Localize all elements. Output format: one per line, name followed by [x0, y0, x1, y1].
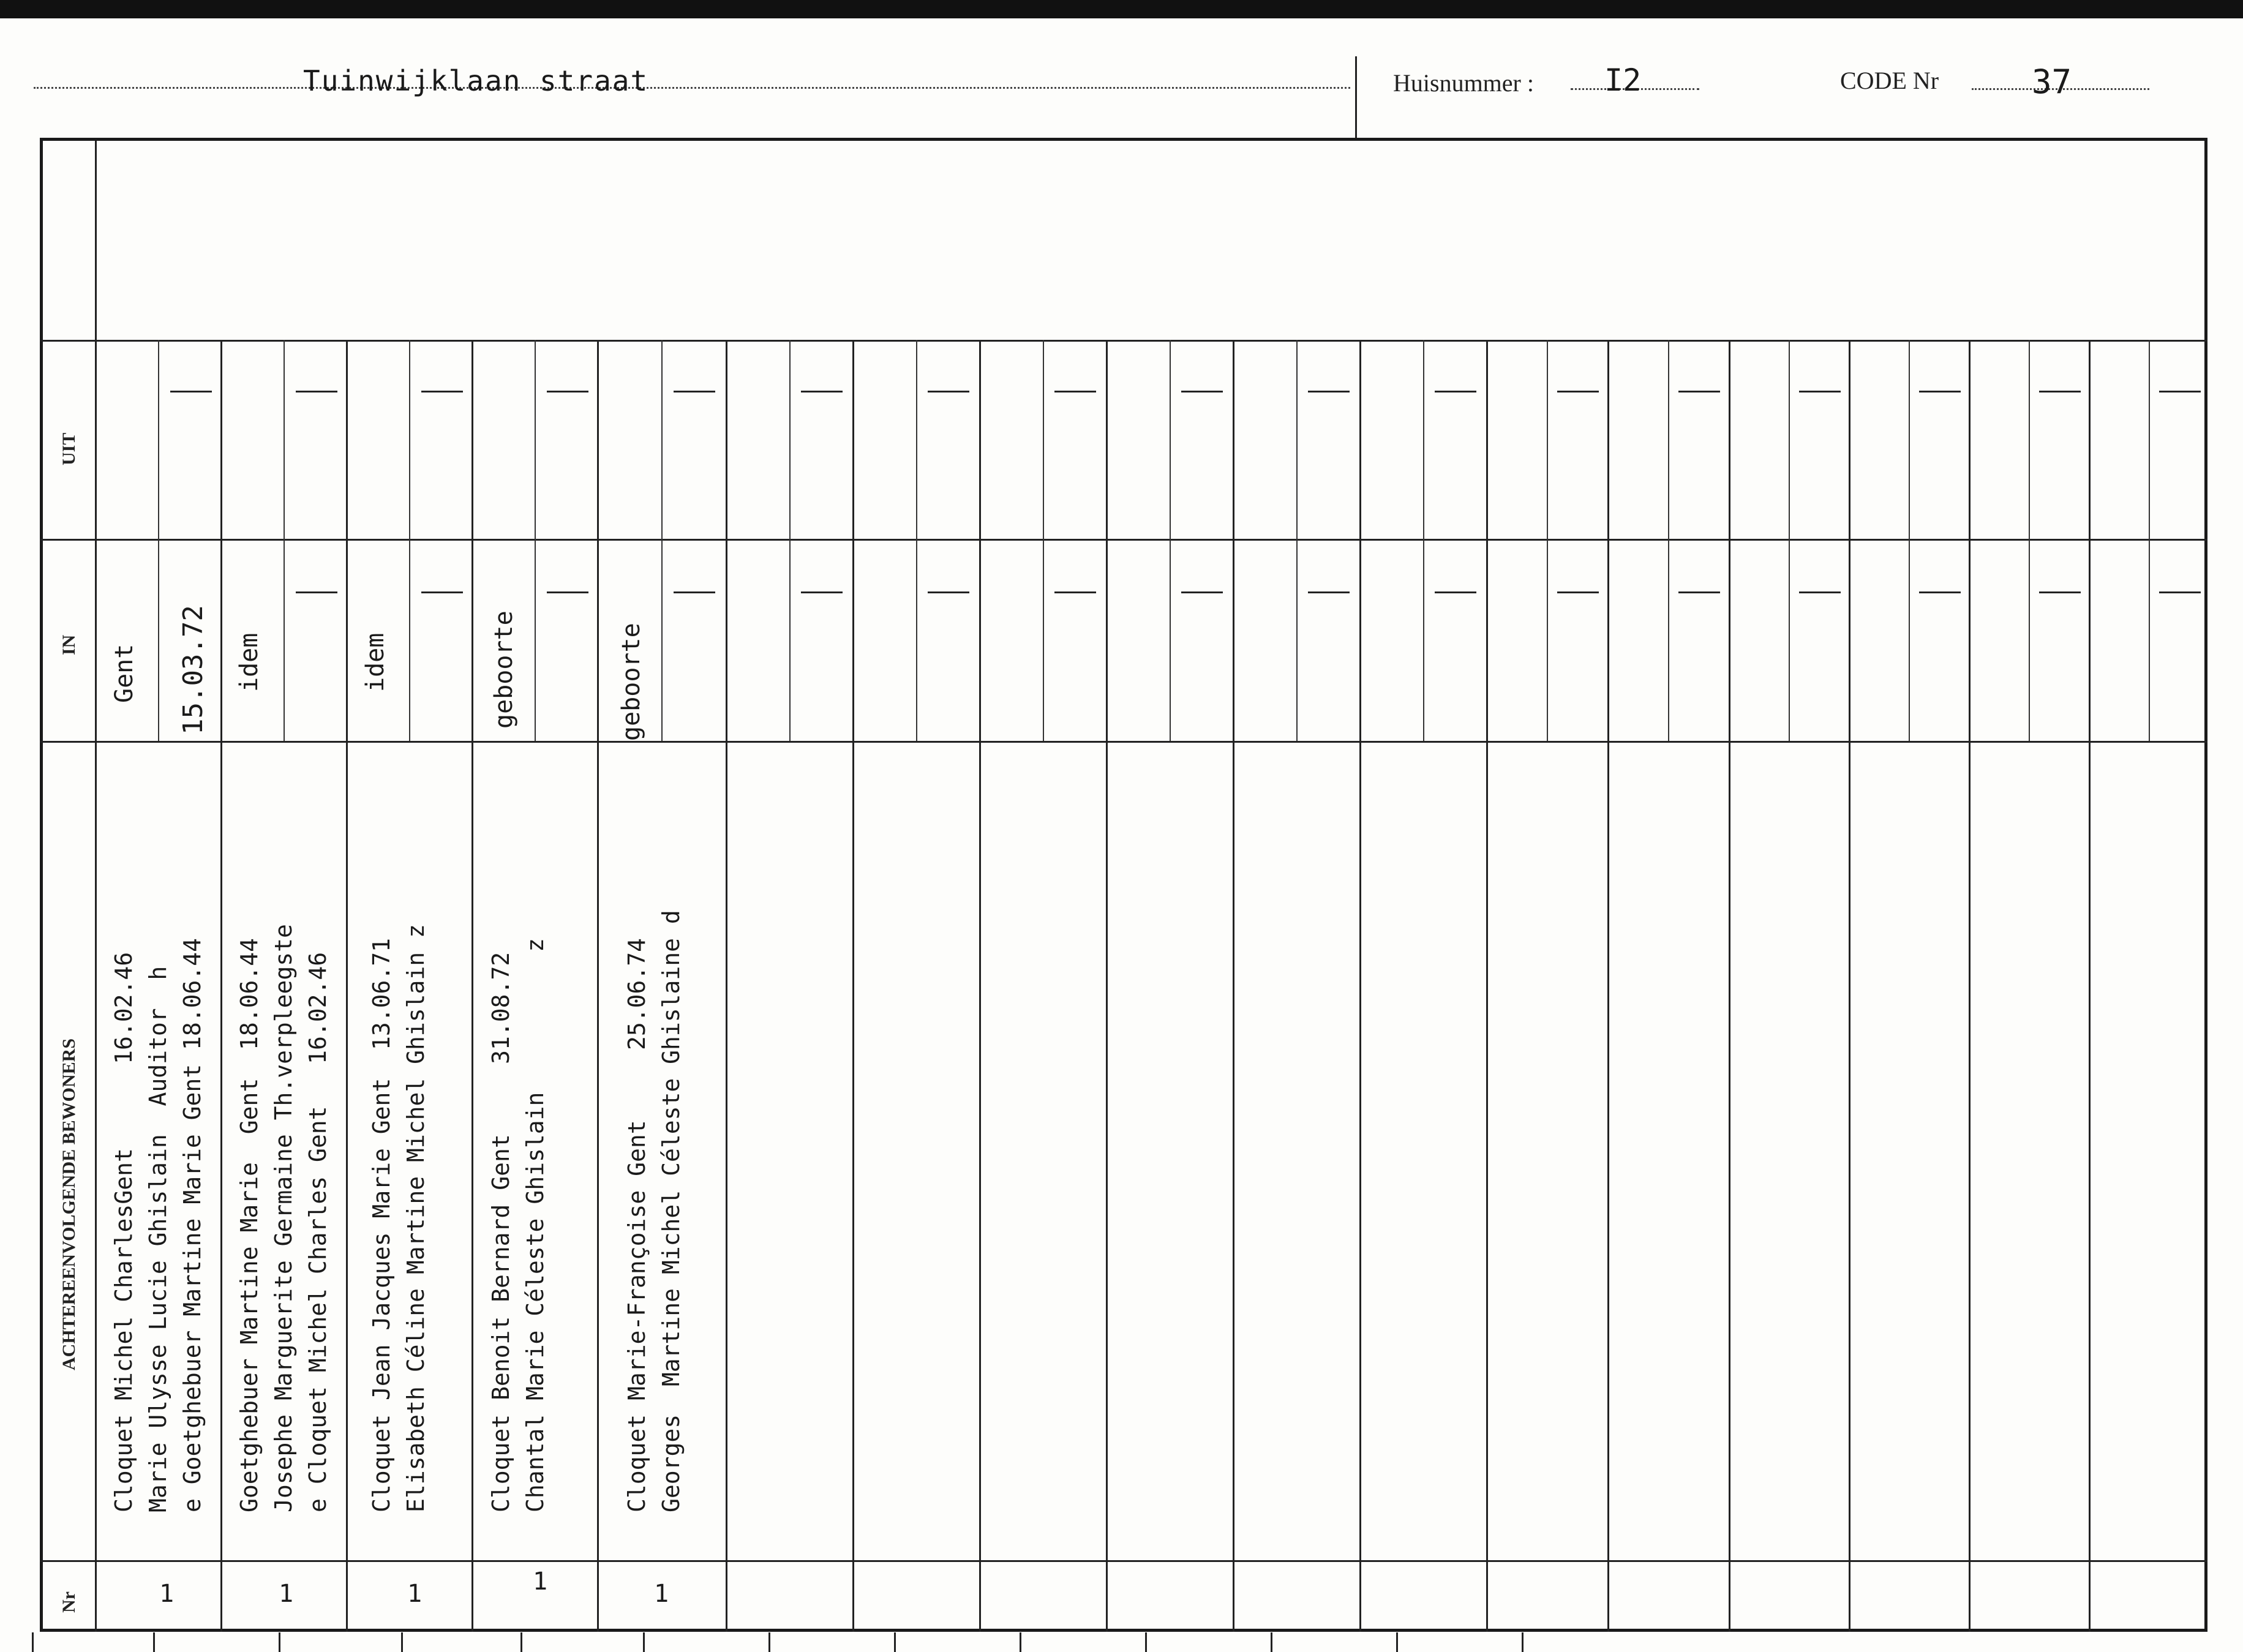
uit-dash	[1678, 391, 1720, 392]
in-dash	[801, 591, 843, 593]
resident-list	[232, 924, 335, 1512]
column-divider	[2089, 340, 2091, 1632]
column-divider	[852, 340, 854, 1632]
column-divider	[1969, 340, 1971, 1632]
half-divider	[789, 340, 791, 741]
edge-tick	[894, 1632, 896, 1652]
edge-tick	[1020, 1632, 1021, 1652]
half-divider	[1909, 340, 1910, 741]
half-divider	[409, 340, 410, 741]
edge-tick	[279, 1632, 280, 1652]
column-divider	[1233, 340, 1234, 1632]
half-divider	[2029, 340, 2030, 741]
edge-tick	[520, 1632, 522, 1652]
uit-dash	[2159, 391, 2201, 392]
half-divider	[916, 340, 917, 741]
in-dash	[547, 591, 588, 593]
street-name: Tuinwijklaan straat	[303, 64, 649, 97]
uit-dash	[1919, 391, 1961, 392]
uit-dash	[421, 391, 463, 392]
column-divider	[220, 340, 222, 1632]
resident-entry: Marie Ulysse Lucie Ghislain Auditor h	[145, 966, 171, 1512]
half-divider	[1296, 340, 1298, 741]
edge-tick	[768, 1632, 770, 1652]
resident-entry: Cloquet Jean Jacques Marie Gent 13.06.71	[368, 938, 395, 1512]
in-dash	[1435, 591, 1476, 593]
uit-dash	[1308, 391, 1350, 392]
header-separator	[1355, 56, 1357, 139]
rule-left-label-1	[40, 340, 95, 342]
resident-entry: Georges Martine Michel Céleste Ghislaine d	[658, 910, 685, 1512]
section-label-residents: ACHTEREENVOLGENDE BEWONERS	[59, 1038, 79, 1370]
section-label-uit: UIT	[59, 432, 79, 465]
in-dash	[1919, 591, 1961, 593]
in-dash	[1054, 591, 1096, 593]
uit-dash	[674, 391, 715, 392]
rule-residents-nr	[40, 1560, 2207, 1562]
column-divider	[1849, 340, 1850, 1632]
column-divider	[472, 340, 473, 1632]
uit-dash	[547, 391, 588, 392]
resident-entry: Josephe Marguerite Germaine Th.verpleegste	[270, 924, 297, 1512]
uit-dash	[1799, 391, 1841, 392]
in-dash	[1557, 591, 1599, 593]
in-dash	[1181, 591, 1223, 593]
resident-entry: Cloquet Marie-Françoise Gent 25.06.74	[623, 938, 650, 1512]
code-number: 37	[2032, 62, 2072, 101]
resident-list	[620, 910, 688, 1512]
in-dash	[1678, 591, 1720, 593]
half-divider	[1170, 340, 1171, 741]
house-number-label: Huisnummer :	[1393, 69, 1534, 97]
rule-uit-in	[95, 539, 2207, 541]
edge-tick	[32, 1632, 34, 1652]
in-place: idem	[235, 633, 263, 692]
in-dash	[1799, 591, 1841, 593]
edge-tick	[1522, 1632, 1524, 1652]
uit-dash	[2039, 391, 2081, 392]
uit-dash	[1054, 391, 1096, 392]
half-divider	[1547, 340, 1548, 741]
uit-dash	[1435, 391, 1476, 392]
uit-dash	[928, 391, 969, 392]
in-dash	[928, 591, 969, 593]
uit-dash	[801, 391, 843, 392]
in-date: 15.03.72	[178, 605, 209, 735]
column-divider	[346, 340, 348, 1632]
resident-nr: 1	[654, 1580, 669, 1608]
in-dash	[1308, 591, 1350, 593]
in-dash	[421, 591, 463, 593]
resident-nr: 1	[407, 1580, 423, 1608]
rule-left-label-3	[40, 741, 95, 743]
half-divider	[661, 340, 663, 741]
uit-dash	[1557, 391, 1599, 392]
in-place: idem	[361, 633, 389, 692]
resident-nr: 1	[159, 1580, 175, 1608]
column-divider	[979, 340, 981, 1632]
column-divider	[1607, 340, 1609, 1632]
code-label: CODE Nr	[1840, 67, 1939, 94]
in-place: geboorte	[490, 610, 518, 729]
resident-entry: Goetghebuer Martine Marie Gent 18.06.44	[236, 938, 263, 1512]
edge-tick	[153, 1632, 155, 1652]
section-label-in: IN	[59, 634, 79, 655]
in-dash	[674, 591, 715, 593]
rule-in-residents	[95, 741, 2207, 743]
edge-tick	[643, 1632, 645, 1652]
half-divider	[2149, 340, 2150, 741]
resident-entry: Elisabeth Céline Martine Michel Ghislain z	[402, 924, 429, 1512]
resident-list	[107, 938, 209, 1512]
column-divider	[1106, 340, 1108, 1632]
column-divider	[1729, 340, 1730, 1632]
house-number: I2	[1604, 62, 1642, 98]
half-divider	[1043, 340, 1044, 741]
resident-entry: e Goetghebuer Martine Marie Gent 18.06.44	[179, 938, 206, 1512]
edge-tick	[1145, 1632, 1147, 1652]
half-divider	[284, 340, 285, 741]
resident-entry: Cloquet Benoit Bernard Gent 31.08.72	[487, 952, 514, 1512]
in-dash	[2039, 591, 2081, 593]
resident-entry: Chantal Marie Céleste Ghislain z	[522, 938, 549, 1512]
in-place: Gent	[110, 644, 138, 703]
half-divider	[1789, 340, 1790, 741]
column-divider	[597, 340, 599, 1632]
rule-left-label-2	[40, 539, 95, 541]
half-divider	[535, 340, 536, 741]
street-dotted-line	[34, 87, 1350, 89]
half-divider	[158, 340, 159, 741]
resident-nr: 1	[279, 1580, 294, 1608]
resident-list	[484, 938, 552, 1512]
resident-entry: Cloquet Michel CharlesGent 16.02.46	[110, 952, 137, 1512]
column-divider	[1486, 340, 1488, 1632]
resident-entry: e Cloquet Michel Charles Gent 16.02.46	[304, 952, 331, 1512]
rule-top-empty	[95, 340, 2207, 342]
uit-dash	[170, 391, 212, 392]
edge-tick	[1396, 1632, 1398, 1652]
uit-dash	[1181, 391, 1223, 392]
resident-list	[364, 924, 433, 1512]
section-label-nr: Nr	[59, 1591, 79, 1613]
scan-edge	[0, 0, 2243, 18]
in-dash	[296, 591, 337, 593]
in-place: geboorte	[617, 623, 645, 741]
edge-tick	[401, 1632, 403, 1652]
half-divider	[1668, 340, 1669, 741]
in-dash	[2159, 591, 2201, 593]
half-divider	[1423, 340, 1424, 741]
column-divider	[1359, 340, 1361, 1632]
uit-dash	[296, 391, 337, 392]
column-divider	[726, 340, 727, 1632]
resident-nr: 1	[533, 1568, 548, 1596]
label-column-divider	[95, 141, 97, 1632]
edge-tick	[1271, 1632, 1272, 1652]
